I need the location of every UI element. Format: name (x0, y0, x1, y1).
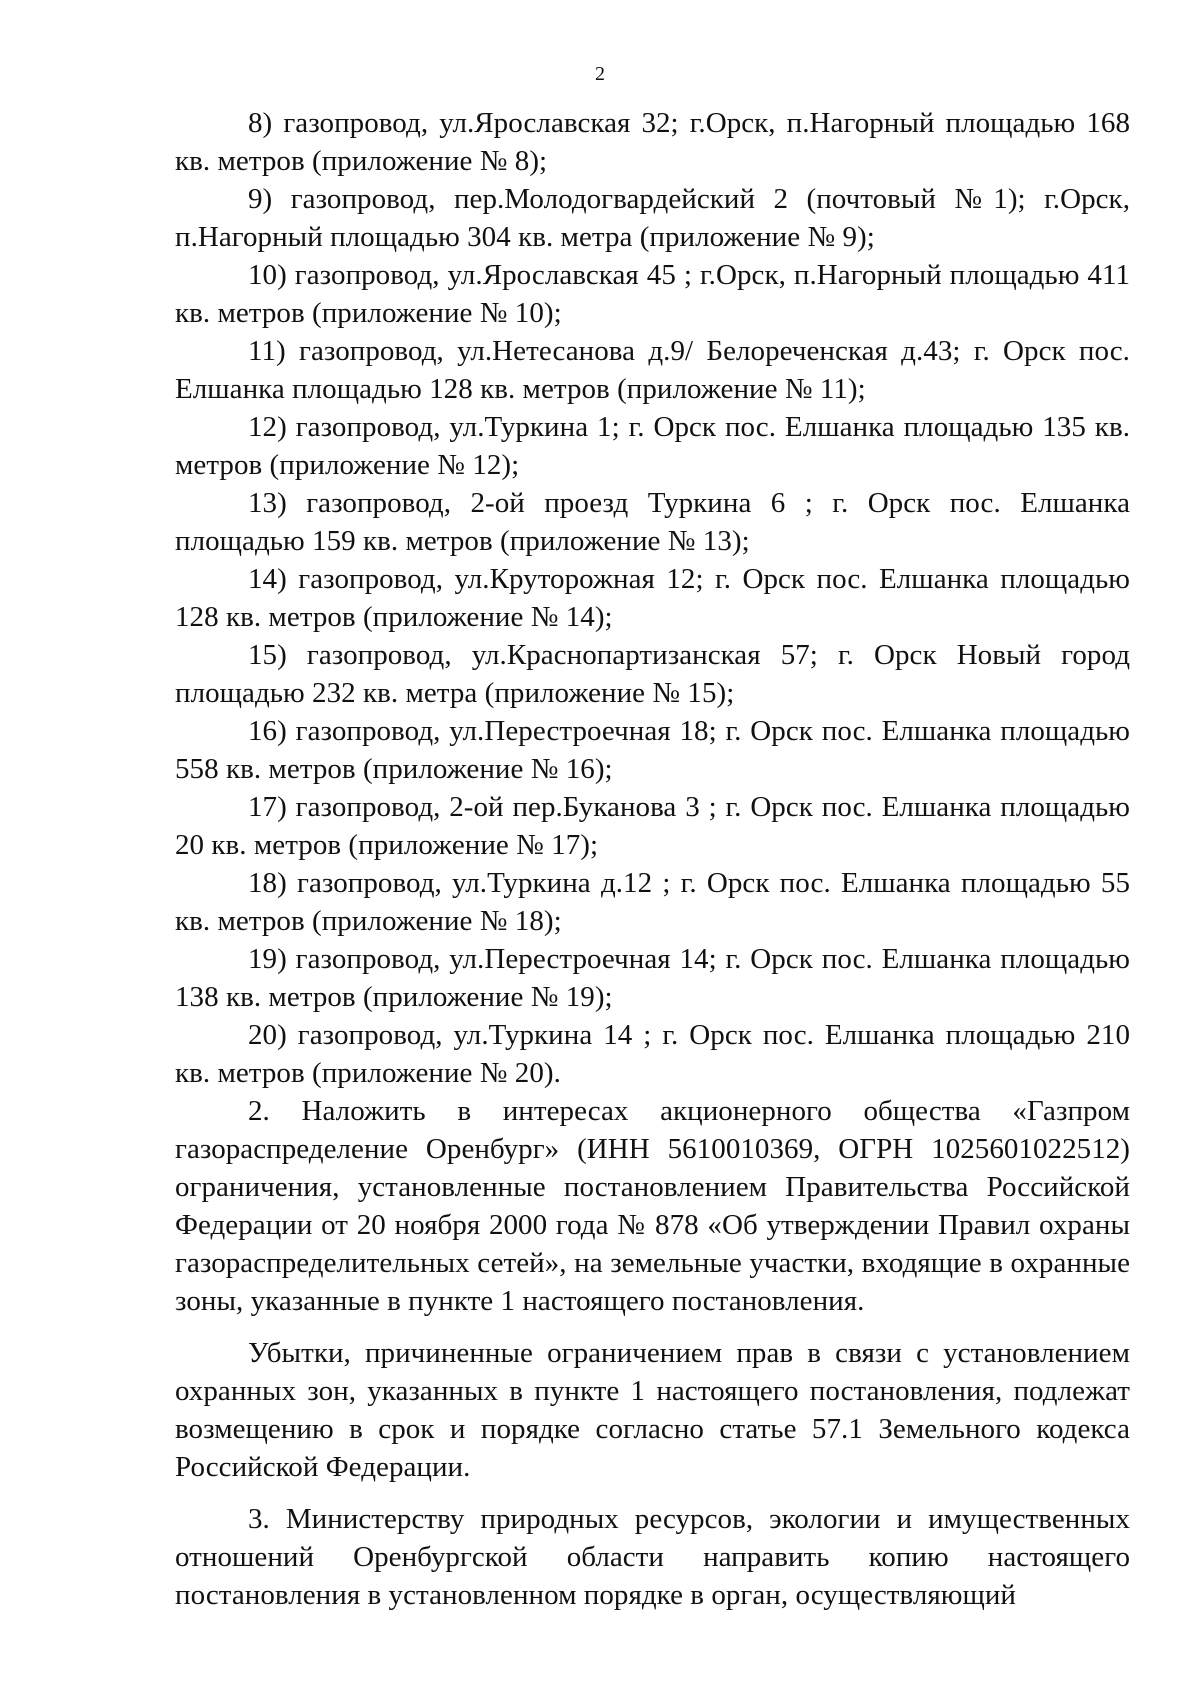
list-item: 17) газопровод, 2-ой пер.Буканова 3 ; г. Орск пос. Елшанка площадью 20 кв. метров (приложение № 17); (175, 791, 1130, 861)
section-2-paragraph: 2. Наложить в интересах акционерного общества «Газпром газораспределение Оренбург» (ИНН 5610010369, ОГРН 1025601022512) ограничения, установленные постановлением Правительства Российской Федерации от 20 ноября 2000 года № 878 «Об утверждении Правил охраны газораспределительных сетей», на земельные участки, входящие в охранные зоны, указанные в пункте 1 настоящего постановления. (175, 1095, 1130, 1317)
list-item: 14) газопровод, ул.Круторожная 12; г. Орск пос. Елшанка площадью 128 кв. метров (приложение № 14); (175, 563, 1130, 633)
list-item: 11) газопровод, ул.Нетесанова д.9/ Белореченская д.43; г. Орск пос. Елшанка площадью 128 кв. метров (приложение № 11); (175, 335, 1130, 405)
list-item: 18) газопровод, ул.Туркина д.12 ; г. Орск пос. Елшанка площадью 55 кв. метров (приложение № 18); (175, 867, 1130, 937)
list-item: 20) газопровод, ул.Туркина 14 ; г. Орск пос. Елшанка площадью 210 кв. метров (приложение № 20). (175, 1019, 1130, 1089)
gas-pipeline-list (175, 104, 1130, 1092)
list-item: 15) газопровод, ул.Краснопартизанская 57; г. Орск Новый город площадью 232 кв. метра (приложение № 15); (175, 639, 1130, 709)
list-item: 16) газопровод, ул.Перестроечная 18; г. Орск пос. Елшанка площадью 558 кв. метров (приложение № 16); (175, 715, 1130, 785)
list-item: 19) газопровод, ул.Перестроечная 14; г. Орск пос. Елшанка площадью 138 кв. метров (приложение № 19); (175, 943, 1130, 1013)
list-item: 9) газопровод, пер.Молодогвардейский 2 (почтовый №1); г.Орск, п.Нагорный площадью 304 кв. метра (приложение № 9); (175, 183, 1130, 253)
document-body (175, 104, 1130, 1614)
list-item: 8) газопровод, ул.Ярославская 32; г.Орск, п.Нагорный площадью 168 кв. метров (приложение № 8); (175, 107, 1130, 177)
section-3-paragraph: 3. Министерству природных ресурсов, экологии и имущественных отношений Оренбургской области направить копию настоящего постановления в установленном порядке в орган, осуществляющий (175, 1503, 1130, 1611)
list-item: 13) газопровод, 2-ой проезд Туркина 6 ; г. Орск пос. Елшанка площадью 159 кв. метров (приложение № 13); (175, 487, 1130, 557)
page-number: 2 (595, 63, 605, 85)
list-item: 12) газопровод, ул.Туркина 1; г. Орск пос. Елшанка площадью 135 кв. метров (приложение № 12); (175, 411, 1130, 481)
list-item: 10) газопровод, ул.Ярославская 45 ; г.Орск, п.Нагорный площадью 411 кв. метров (приложение № 10); (175, 259, 1130, 329)
losses-paragraph: Убытки, причиненные ограничением прав в связи с установлением охранных зон, указанных в пункте 1 настоящего постановления, подлежат возмещению в срок и порядке согласно статье 57.1 Земельного кодекса Российской Федерации. (175, 1337, 1130, 1483)
